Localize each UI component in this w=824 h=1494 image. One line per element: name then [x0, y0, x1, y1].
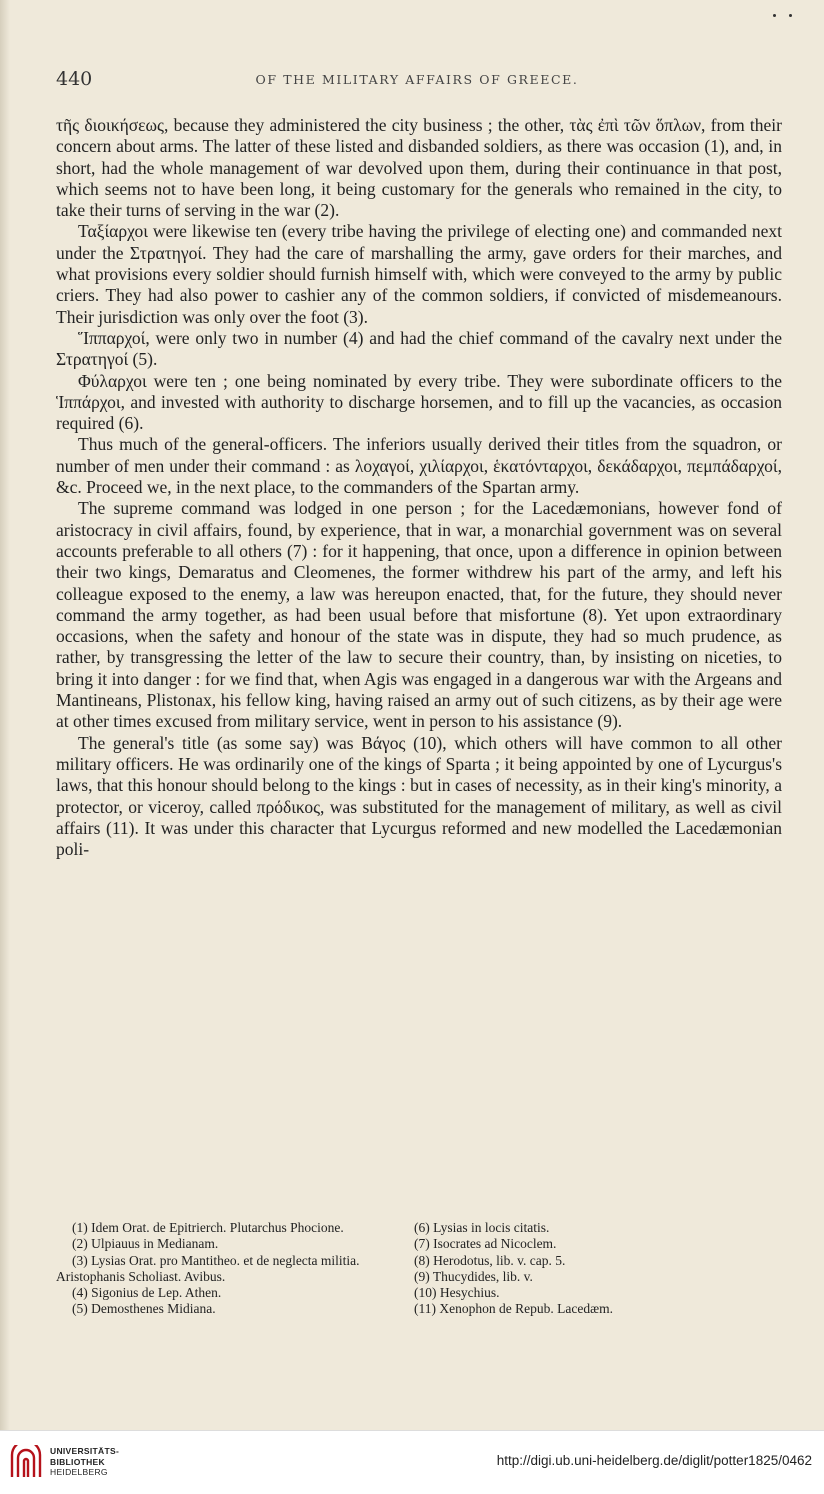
- viewer-footer: [0, 1430, 824, 1494]
- page-number: 440: [56, 68, 93, 90]
- speck-mark: [789, 14, 792, 17]
- footnotes-left-column: [56, 1220, 394, 1318]
- library-name-line: UNIVERSITÄTS-: [50, 1446, 120, 1456]
- paragraph: The supreme command was lodged in one person ; for the Lacedæmonians, however fond of aristocracy in civil affairs, found, by experience, that in war, a monarchial government was on several accounts preferable to all others (7) : for it happening, that once, upon a difference in opinion between their two kings, Demaratus and Cleomenes, the former withdrew his part of the army, and left his colleague exposed to the enemy, a law was hereupon enacted, that, for the future, they should never command the army together, as had been usual before that misfortune (8). Yet upon extraordinary occasions, when the safety and honour of the state was in dispute, they had so much prudence, as rather, by transgressing the letter of the law to secure their country, than, by insisting on niceties, to bring it into danger : for we find that, when Agis was engaged in a dangerous war with the Argeans and Mantineans, Plistonax, his fellow king, having raised an army out of such citizens, as by their age were at other times excused from military service, went in person to his assistance (9).: [56, 498, 782, 732]
- footnote: (2) Ulpiauus in Medianam.: [72, 1236, 219, 1252]
- library-logo-shape: [12, 1445, 40, 1477]
- library-logo-icon[interactable]: [8, 1445, 44, 1479]
- footnotes-right-column: [414, 1220, 782, 1318]
- body-text: [56, 115, 782, 860]
- footnote: (3) Lysias Orat. pro Mantitheo. et de neglecta militia. Aristophanis Scholiast. Avibus.: [56, 1252, 360, 1284]
- speck-mark: [773, 14, 776, 17]
- paragraph: Ἵππαρχοί, were only two in number (4) and had the chief command of the cavalry next under the Στρατηγοί (5).: [56, 327, 782, 370]
- paragraph: Φύλαρχοι were ten ; one being nominated by every tribe. They were subordinate officers to the Ἱππάρχοι, and invested with authority to discharge horsemen, and to fill up the vacancies, as occasion required (6).: [56, 370, 782, 434]
- paragraph: τῆς διοικήσεως, because they administered the city business ; the other, τὰς ἐπὶ τῶν ὅπλων, from their concern about arms. The latter of these listed and disbanded soldiers, as there was occasion (1), and, in short, had the whole management of war devolved upon them, during their continuance in that post, which seems not to have been long, it being customary for the generals who remained in the city, to take their turns of serving in the war (2).: [56, 115, 782, 221]
- footnote: (11) Xenophon de Repub. Lacedæm.: [414, 1301, 613, 1317]
- paragraph: Ταξίαρχοι were likewise ten (every tribe having the privilege of electing one) and commanded next under the Στρατηγοί. They had the care of marshalling the army, gave orders for their marches, and what provisions every soldier should furnish himself with, which were conveyed to the army by public criers. They had also power to cashier any of the common soldiers, if convicted of misdemeanours. Their jurisdiction was only over the foot (3).: [56, 221, 782, 327]
- footnote: (5) Demosthenes Midiana.: [72, 1301, 216, 1317]
- library-name-line: BIBLIOTHEK: [50, 1456, 105, 1467]
- footnote: (8) Herodotus, lib. v. cap. 5.: [414, 1252, 566, 1268]
- footnote: (7) Isocrates ad Nicoclem.: [414, 1236, 557, 1252]
- paragraph: Thus much of the general-officers. The inferiors usually derived their titles from the squadron, or number of men under their command : as λοχαγοί, χιλίαρχοι, ἑκατόνταρχοι, δεκάδαρχοι, πεμπάδαρχοί, &c. Proceed we, in the next place, to the commanders of the Spartan army.: [56, 434, 782, 498]
- page-gutter-shadow: [0, 0, 10, 1430]
- paragraph: The general's title (as some say) was Βάγος (10), which others will have common to all other military officers. He was ordinarily one of the kings of Sparta ; it being appointed by one of Lycurgus's laws, that this honour should belong to the kings : but in cases of necessity, as in their king's minority, a protector, or viceroy, called πρόδικος, was substituted for the management of military, as well as civil affairs (11). It was under this character that Lycurgus reformed and new modelled the Lacedæmonian poli-: [56, 732, 782, 860]
- footnote: (1) Idem Orat. de Epitrierch. Plutarchus Phocione.: [72, 1220, 344, 1235]
- library-name-line: HEIDELBERG: [50, 1467, 108, 1477]
- footnote: (6) Lysias in locis citatis.: [414, 1220, 550, 1235]
- source-url-link[interactable]: http://digi.ub.uni-heidelberg.de/diglit/potter1825/0462: [496, 1453, 812, 1468]
- library-name[interactable]: [50, 1446, 119, 1478]
- running-head: OF THE MILITARY AFFAIRS OF GREECE.: [255, 72, 579, 87]
- footnote: (9) Thucydides, lib. v.: [414, 1268, 533, 1284]
- footnote: (10) Hesychius.: [414, 1285, 500, 1301]
- footnote: (4) Sigonius de Lep. Athen.: [72, 1285, 222, 1301]
- page-header: [52, 68, 782, 94]
